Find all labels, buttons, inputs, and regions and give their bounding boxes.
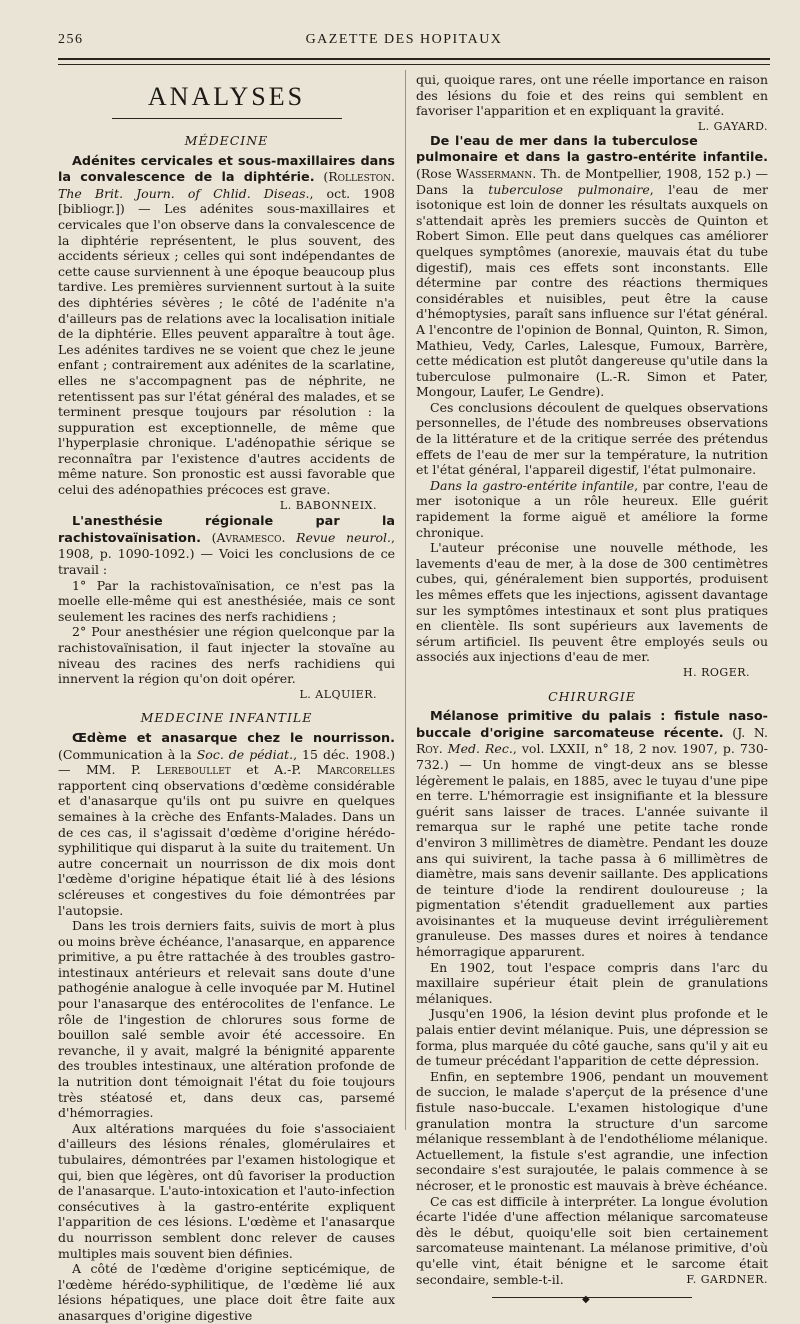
subject-term: Dans la gastro-entérite infantile bbox=[430, 477, 635, 493]
section-heading-medecine: MÉDECINE bbox=[184, 133, 269, 148]
author: Avramesco bbox=[216, 529, 282, 545]
article-body: Un homme de vingt-deux ans se blesse légèrement le palais, en 1885, avec le tuyau d'une pipe en terre. L'hémorragie est insignifiante et la blessure guérit sans laisser de traces. L'année suivante il remarqua sur le raphé une petite tache ronde d'environ 3 millimètres de diamètre. Pendant les douze ans qui suivirent, la tache passa à 6 millimètres de diamètre, mais sans devenir saillante. Des applications de teinture d'iode la rendirent douloureuse ; la pigmentation s'étendit graduellement aux parties avoisinantes et la muqueuse devint irrégulièrement granuleuse. Des masses dures et noires à tendance hémorragique apparurent. bbox=[416, 756, 768, 960]
article-body: Les adénites sous-maxillaires et cervicales que l'on observe dans la convalescence de la diphtérie représentent, le plus souvent, des accidents sérieux ; celles qui sont indépendantes de cette cause surviennent à une époque beaucoup plus tardive. Les premières surviennent surtout à la suite des diphtéries sévères ; le côté de l'adénite n'a d'ailleurs pas de relations avec la localisation initiale de la diphtérie. Elles peuvent apparaître à tout âge. Les adénites tardives ne se voient que chez le jeune enfant ; contrairement aux adénites de la scarlatine, elles ne s'accompagnent pas de néphrite, ne retentissent pas sur l'état général des malades, et se terminent presque toujours par résolution : la suppuration est exceptionnelle, de même que l'hyperplasie chronique. L'adénopathie sérique se reconnaîtra par l'existence d'autres accidents de même nature. Son pronostic est aussi favorable que celui des adénopathies précoces est grave. bbox=[58, 201, 395, 498]
article-body: , l'eau de mer isotonique est loin de donner les résultats auxquels on s'attendait après les premiers succès de Quinton et Robert Simon. Elle peut dans quelques cas améliorer quelques symptômes (anorexie, mauvais état du tube digestif), mais ces effets sont inconstants. Elle détermine par contre des réactions thermiques considérables et nuisibles, peut être la cause d'hémoptysies, paraît sans influence sur l'état général. A l'encontre de l'opinion de Bonnal, Quinton, R. Simon, Mathieu, Vedy, Carles, Lalesque, Fumoux, Barrère, cette médication est plutôt dangereuse qu'utile dans la tuberculose pulmonaire (L.-R. Simon et Pater, Mongour, Laufer, Le Gendre). bbox=[416, 181, 768, 400]
citation: (Communication à la bbox=[58, 746, 197, 762]
author: Rolleston bbox=[328, 169, 392, 185]
section-heading-medecine-infantile: MEDECINE INFANTILE bbox=[140, 710, 313, 726]
citation: ( bbox=[200, 529, 217, 545]
paragraph-text: , par contre, l'eau de mer isotonique a un rôle heureux. Elle guérit rapidement la forme aiguë et améliore la forme chronique. bbox=[416, 477, 768, 540]
paragraph-text: Ce cas est difficile à interpréter. La longue évolution écarte l'idée d'une affection mélanique sarcomateuse dès le début, quoiqu'elle soit bien certainement sarcomateuse maintenant. La mélanose primitive, d'où qu'elle vint, était bénigne et le sarcome était secondaire, semble-t-il. bbox=[416, 1193, 768, 1287]
section-heading-analyses: ANALYSES bbox=[147, 82, 306, 111]
article-body: rapportent cinq observations d'œdème considérable et d'anasarque qu'ils ont pu suivre en quelques semaines à la crèche des Enfants-Malades. Dans un de ces cas, il s'agissait d'œdème d'origine hérédo-syphilitique qui disparut à la suite du traitement. Un autre concernait un nourrisson de dix mois dont l'œdème d'origine hépatique était lié à des lésions scléreuses et congestives du foie démontrées par l'autopsie. bbox=[58, 777, 395, 918]
column-divider bbox=[405, 70, 406, 1130]
signature: F. GARDNER. bbox=[686, 1272, 768, 1286]
header-rule-thin bbox=[58, 64, 770, 65]
citation: , oct. 1908 [bibliogr.]) — bbox=[58, 185, 395, 217]
article-eau-de-mer bbox=[416, 133, 768, 400]
author: Lereboullet bbox=[156, 762, 231, 778]
paragraph: Dans les trois derniers faits, suivis de mort à plus ou moins brève échéance, l'anasarque, en apparence primitive, a pu être rattachée à des troubles gastro-intestinaux antérieurs et relevait sans doute d'une pathogénie analogue à celle invoquée par M. Hutinel pour l'anasarque des entérocolites de l'enfance. Le rôle de l'ingestion de chlorures sous forme de bouillon salé semble avoir été accessoire. En revanche, il y avait, malgré la bénignité apparente des troubles intestinaux, une altération profonde de la nutrition dont témoignait l'état du foie toujours très stéatosé et, dans deux cas, parsemé d'hémorragies. bbox=[58, 918, 395, 1121]
paragraph: Aux altérations marquées du foie s'associaient d'ailleurs des lésions rénales, glomérulaires et tubulaires, démontrées par l'examen histologique et qui, bien que légères, ont dû favoriser la production de l'anasarque. L'auto-intoxication et l'auto-infection consécutives à la gastro-entérite expliquent l'apparition de ces lésions. L'œdème et l'anasarque du nourrisson semblent donc relever de causes multiples mais souvent bien définies. bbox=[58, 1120, 395, 1261]
page-number: 256 bbox=[58, 32, 84, 47]
signature: L. ALQUIER. bbox=[299, 687, 377, 701]
paragraph: Ces conclusions découlent de quelques observations personnelles, de l'étude des nombreuses observations de la littérature et de la critique serrée des prétendus effets de l'eau de mer sur la température, la nutrition et l'état général, l'appareil digestif, l'état pulmonaire. bbox=[416, 399, 768, 478]
conclusion-1: 1° Par la rachistovaïnisation, ce n'est pas la moelle elle-même qui est anesthésiée, mais ce sont seulement les racines des nerfs rachidiens ; bbox=[58, 577, 395, 624]
journal-name: Soc. de pédiat. bbox=[196, 746, 294, 762]
final-paragraph bbox=[416, 1194, 768, 1288]
author: Roy bbox=[416, 741, 439, 757]
citation: , vol. LXXII, n° 18, 2 nov. 1907, p. 730-732.) — bbox=[416, 741, 768, 772]
article-title: L'anesthésie régionale par la rachistovaïnisation. bbox=[58, 514, 395, 546]
conclusion-2: 2° Pour anesthésier une région quelconque par la rachistovaïnisation, il faut injecter la stovaïne au niveau des racines des nerfs rachidiens qui innervent la région qu'on doit opérer. bbox=[58, 624, 395, 687]
citation: , 15 déc. 1908.) — MM. P. bbox=[58, 746, 395, 778]
author: Wassermann bbox=[455, 165, 533, 181]
article-title: Œdème et anasarque chez le nourrisson. bbox=[72, 730, 395, 746]
paragraph bbox=[416, 478, 768, 540]
article-title: Adénites cervicales et sous-maxillaires dans la convalescence de la diphtérie. bbox=[58, 153, 395, 186]
article-title: Mélanose primitive du palais : fistule naso-buccale d'origine sarcomateuse récente. bbox=[416, 709, 768, 741]
paragraph: L'auteur préconise une nouvelle méthode, les lavements d'eau de mer, à la dose de 300 centimètres cubes, qui, généralement bien supportés, produisent les mêmes effets que les injections, agissent davantage sur les symptômes intestinaux et sont plus pratiques en clientèle. Ils sont supérieurs aux lavements de sérum artificiel. Ils peuvent être employés seuls ou associés aux injections d'eau de mer. bbox=[416, 540, 768, 665]
journal-name: Revue neurol. bbox=[296, 529, 392, 545]
signature: L. BABONNEIX. bbox=[279, 498, 377, 512]
ornament-icon: ◆ bbox=[582, 1294, 590, 1306]
paragraph: En 1902, tout l'espace compris dans l'arc du maxillaire supérieur était plein de granulations mélaniques. bbox=[416, 959, 768, 1006]
citation: . bbox=[281, 529, 297, 545]
author: Marcorelles bbox=[316, 762, 396, 778]
citation: . Th. de Montpellier, 1908, 152 p.) — Dans la bbox=[416, 165, 768, 197]
header-rule bbox=[58, 58, 770, 60]
paragraph: Jusqu'en 1906, la lésion devint plus profonde et le palais entier devint mélanique. Puis, une dépression se forma, plus marquée du côté gauche, sans qu'il y ait eu de tumeur précédant l'apparition de cette dépression. bbox=[416, 1006, 768, 1069]
article-body: Voici les conclusions de ce travail : bbox=[58, 546, 395, 578]
citation: et A.-P. bbox=[230, 762, 317, 778]
signature: H. ROGER. bbox=[683, 665, 750, 679]
continued-paragraph bbox=[416, 72, 768, 133]
paragraph-text: qui, quoique rares, ont une réelle importance en raison des lésions du foie et des reins qui semblent en favoriser l'apparition et en expliquant la gravité. bbox=[416, 72, 768, 119]
title-rule bbox=[112, 118, 342, 119]
right-column bbox=[416, 72, 768, 1304]
citation: , 1908, p. 1090-1092.) — bbox=[58, 529, 395, 562]
left-column bbox=[58, 72, 395, 1324]
running-head bbox=[58, 32, 750, 52]
article-anesthesie bbox=[58, 513, 395, 577]
section-heading-chirurgie: CHIRURGIE bbox=[548, 688, 636, 704]
article-title: De l'eau de mer dans la tuberculose pulmonaire et dans la gastro-entérite infantile. bbox=[416, 133, 768, 166]
journal-name: Med. Rec. bbox=[447, 741, 513, 757]
article-adenites bbox=[58, 153, 395, 498]
end-ornament bbox=[492, 1294, 692, 1306]
citation: . bbox=[391, 169, 395, 185]
subject-term: tuberculose pulmonaire bbox=[488, 181, 650, 197]
citation: . bbox=[438, 741, 448, 757]
article-melanose bbox=[416, 708, 768, 960]
signature: L. GAYARD. bbox=[697, 119, 768, 133]
paragraph: A côté de l'œdème d'origine septicémique, de l'œdème hérédo-syphilitique, de l'œdème lié aux lésions hépatiques, une place doit être faite aux anasarques d'origine digestive bbox=[58, 1261, 395, 1323]
citation: ( bbox=[314, 169, 329, 185]
citation: (Rose bbox=[416, 165, 456, 181]
paragraph: Enfin, en septembre 1906, pendant un mouvement de succion, le malade s'aperçut de la présence d'une fistule naso-buccale. L'examen histologique d'une granulation montra la structure d'un sarcome mélanique ressemblant à de l'endothéliome mélanique. Actuellement, la fistule s'est agrandie, une infection secondaire s'est surajoutée, le palais commence à se nécroser, et le pronostic est mauvais à brève échéance. bbox=[416, 1068, 768, 1193]
journal-title: GAZETTE DES HOPITAUX bbox=[305, 32, 503, 47]
journal-name: The Brit. Journ. of Chlid. Diseas. bbox=[58, 185, 310, 201]
article-oedeme bbox=[58, 730, 395, 918]
citation: (J. N. bbox=[723, 724, 768, 740]
